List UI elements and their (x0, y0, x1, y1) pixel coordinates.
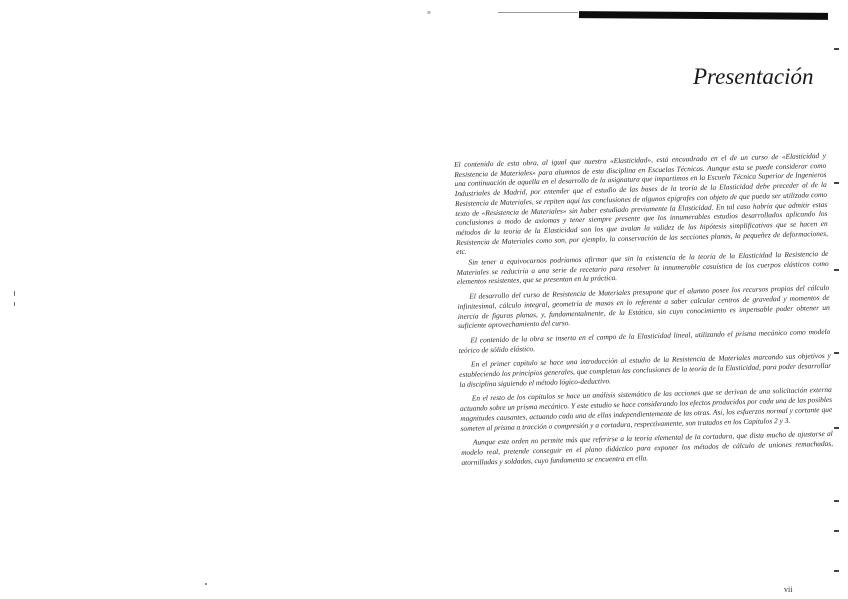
paragraph: El contenido de esta obra, al igual que nuestra «Elasticidad», está encuadrado en el de un curso de «Elasticidad y Resistencia de Materiales» para alumnos de esta disciplina en Escuelas Técnicas. Aunque esta se puede considerar como una continuación de aquella en el desarrollo de la asignatura que impartimos en la Escuela Técnica Superior de Ingenieros Industriales de Madrid, por entender que el estudio de las bases de la teoría de la Elasticidad debe preceder al de la Resistencia de Materiales, se repiten aquí las conclusiones de algunos epígrafes con objeto de que pueda ser utilizada como texto de «Resistencia de Materiales» sin haber estudiado previamente la Elasticidad. En tal caso habría que admitir estas conclusiones a modo de axiomas y tener siempre presente que los innumerables estudios desarrollados aplicando los métodos de la teoría de la Elasticidad son los que avalan la validez de las hipótesis simplificativas que se hacen en Resistencia de Materiales como son, por ejemplo, la conservación de las secciones planas, la pequeñez de deformaciones, etc. (454, 150, 829, 257)
paragraph: Aunque este orden no permite más que referirse a la teoría elemental de la cortadura, que dista mucho de ajustarse al modelo real, pretende conseguir en el plano didáctico para exponer los métodos de cálculo de uniones remachadas, atornilladas y soldadas, cuyo fundamento se encuentra en ella. (461, 429, 834, 467)
top-rule (579, 11, 828, 20)
page-title: Presentación (693, 64, 814, 89)
edge-mark (834, 500, 839, 502)
page-number: vii (784, 585, 793, 594)
edge-mark (834, 530, 839, 532)
edge-mark (834, 352, 839, 354)
paragraph: El desarrollo del curso de Resistencia de Materiales presupone que el alumno posee los recursos propios del cálculo infinitesimal, cálculo integral, geometría de masas en lo referente a saber calcular centros de gravedad y momentos de inercia de figuras planas, y, fundamentalmente, de la Estática, sin cuyo conocimiento es impensable poder obtener un suficiente aprovechamiento del curso. (457, 283, 830, 331)
top-rule-thin (498, 12, 578, 13)
edge-mark (834, 427, 839, 429)
paragraph: El contenido de la obra se inserta en el campo de la Elasticidad lineal, utilizando el prisma mecánico como modelo teórico de sólido elástico. (458, 326, 831, 355)
left-page-blank (0, 0, 420, 599)
paragraph: En el resto de los capítulos se hace un análisis sistemático de las acciones que se derivan de una solicitación externa actuando sobre un prisma mecánico. Y este estudio se hace considerando los efectos producidos por cada una de las posibles magnitudes causantes, actuando cada una de ellas independientemente de las otras. Así, los esfuerzos normal y cortante que someten al prisma a tracción o compresión y a cortadura, respectivamente, son tratados en los Capítulos 2 y 3. (459, 385, 833, 433)
scan-speck (14, 302, 15, 306)
paragraph: Sin tener a equivocarnos podríamos afirmar que sin la existencia de la teoría de la Elasticidad la Resistencia de Materiales se reduciría a una serie de recetario para resolver la innumerable casuística de los cuerpos elásticos como elementos resistentes, que se presentan en la práctica. (456, 248, 829, 287)
edge-mark (834, 269, 839, 271)
edge-mark (834, 570, 839, 572)
gutter-mark: ≡ (427, 9, 431, 17)
paragraph: En el primer capítulo se hace una introducción al estudio de la Resistencia de Materiales marcando sus objetivos y estableciendo los principios generales, que completan las conclusiones de la teoría de la Elasticidad, para poder desarrollar la disciplina siguiendo el método lógico-deductivo. (459, 351, 832, 389)
body-text (454, 151, 833, 467)
edge-mark (834, 48, 839, 50)
edge-mark (834, 182, 839, 184)
scan-speck (205, 583, 207, 585)
scan-speck (14, 291, 15, 296)
right-page (438, 0, 848, 599)
